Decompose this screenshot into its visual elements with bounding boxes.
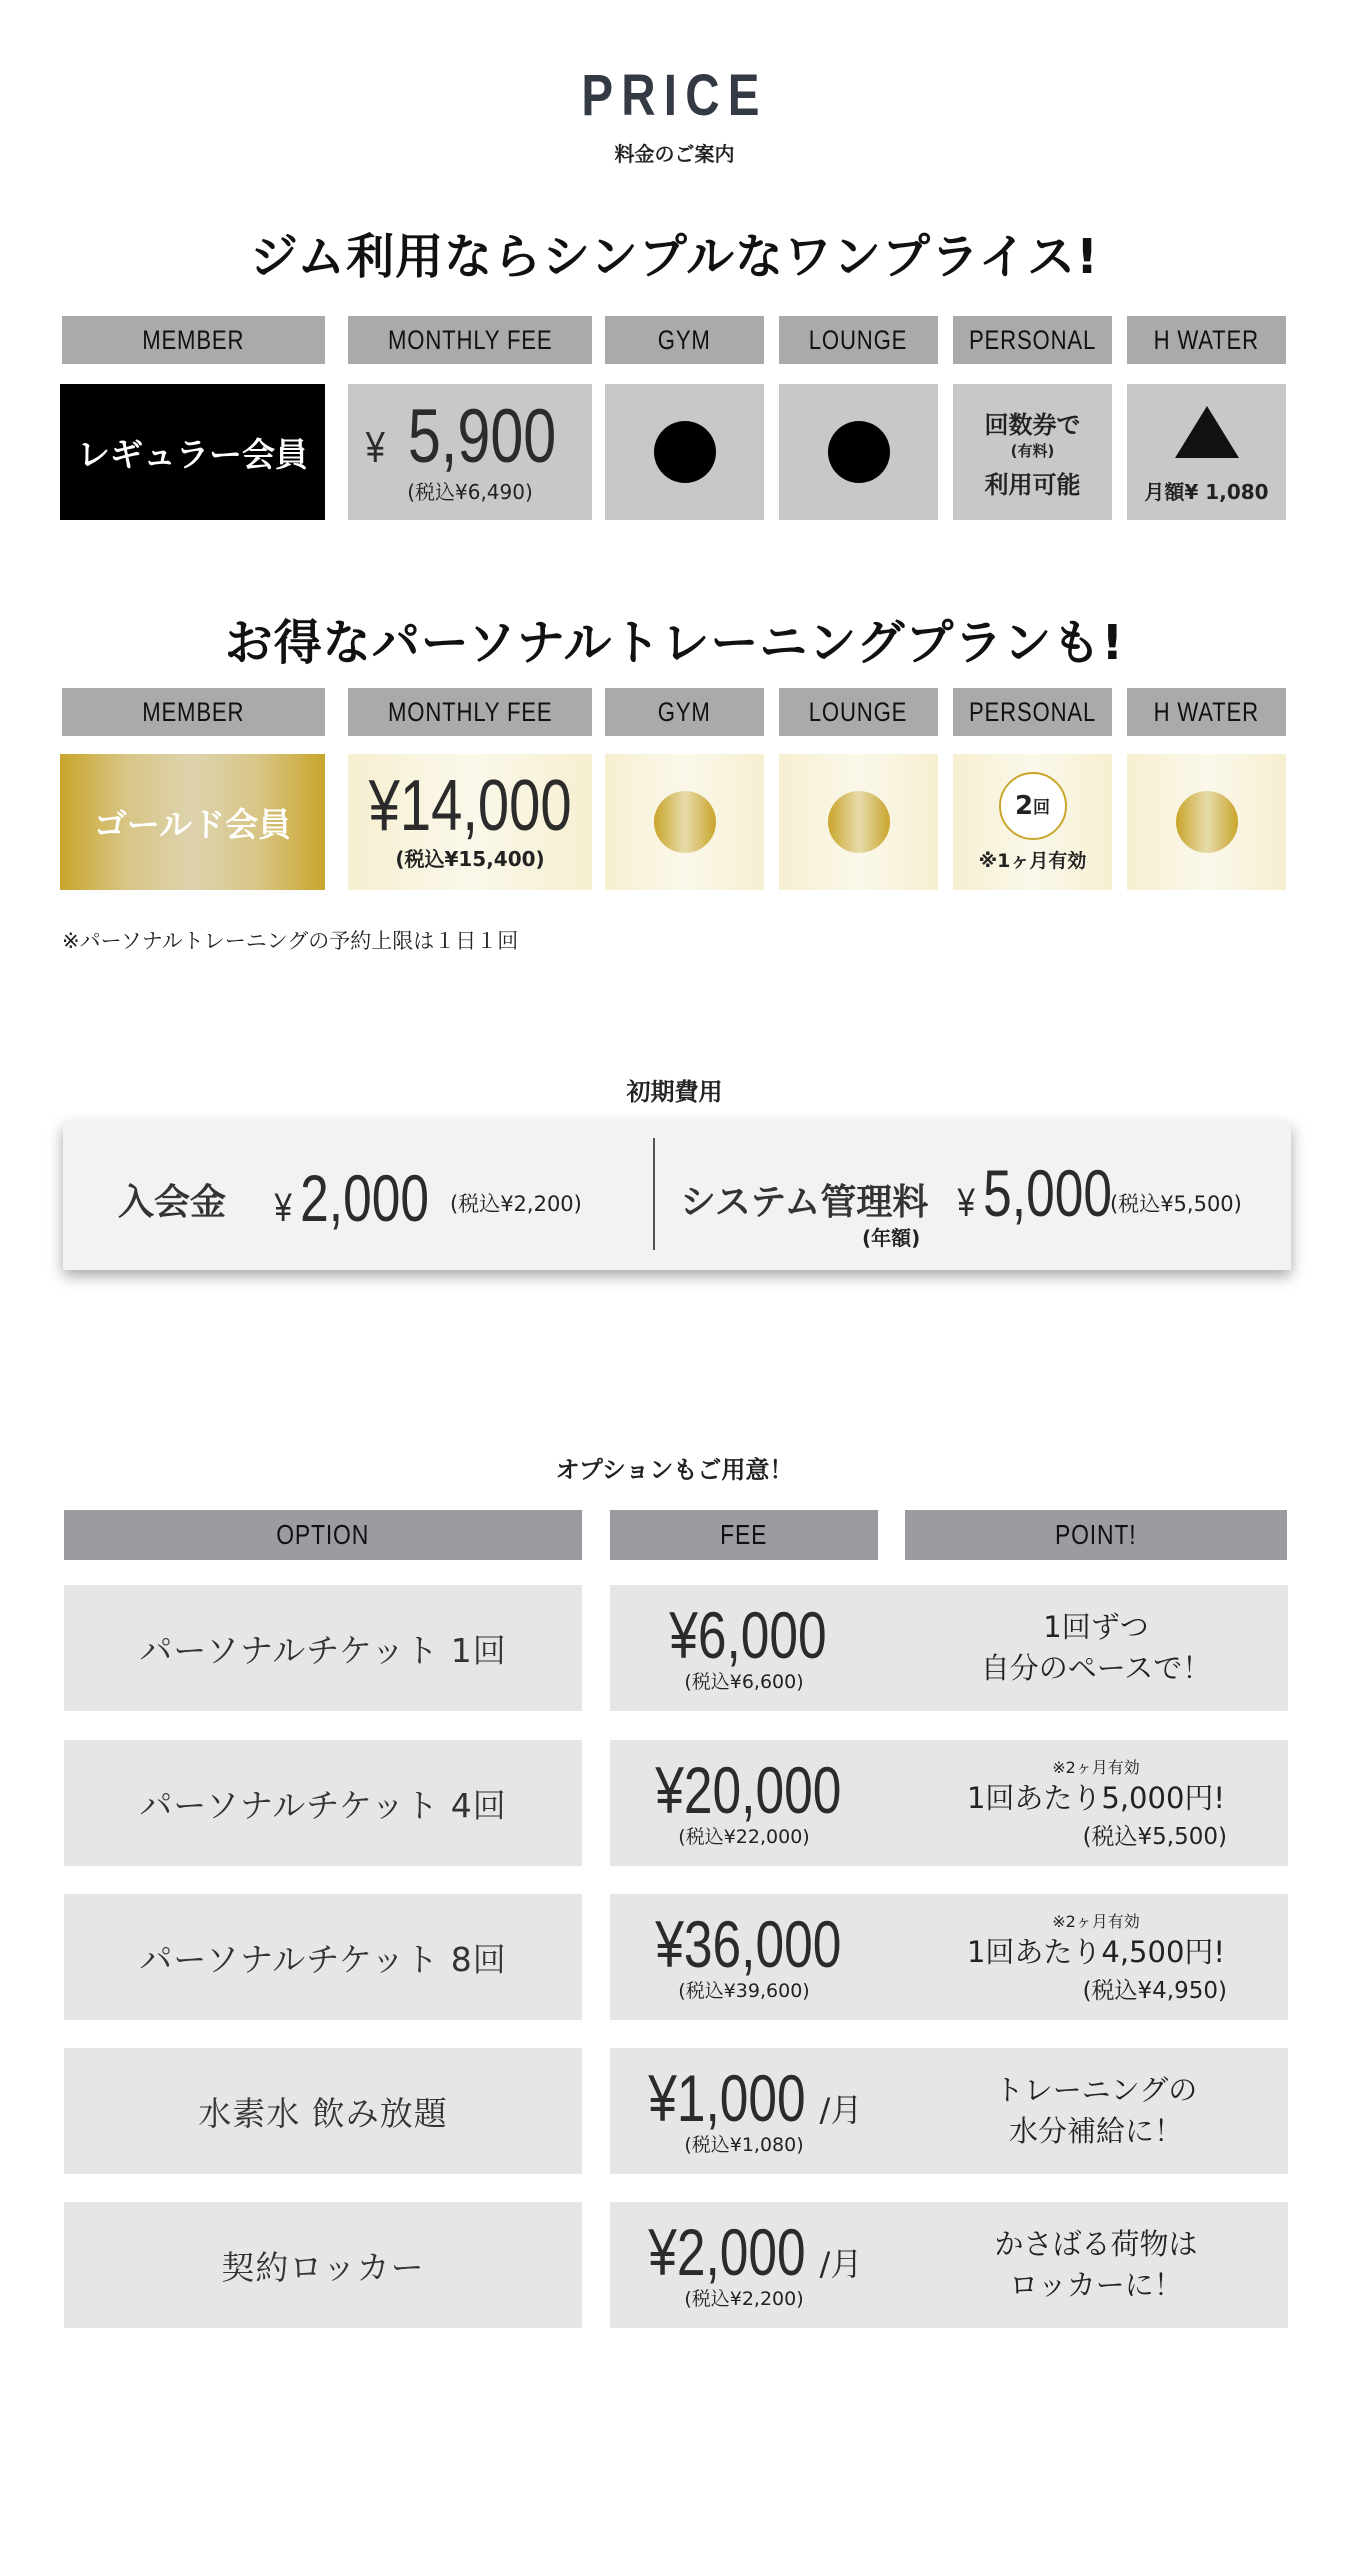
option-fee-tax: (税込¥1,080): [684, 2133, 804, 2156]
regular-fee-tax: (税込¥6,490): [407, 480, 533, 504]
gold-gym-cell: [605, 754, 764, 890]
option-name: 水素水 飲み放題: [198, 2093, 448, 2133]
option-fee-cell: [610, 1894, 878, 2020]
regular-fee-value: 5,900: [408, 394, 557, 479]
gold-fee-value: ¥14,000: [368, 765, 572, 846]
join-fee-label: 入会金: [118, 1182, 227, 1223]
column-header-member: MEMBER: [62, 316, 325, 364]
option-validity-note: ※2ヶ月有効: [1052, 1757, 1140, 1777]
option-fee: ¥2,000: [647, 2214, 806, 2289]
options-heading: オプションもご用意！: [555, 1456, 794, 1484]
option-fee-cell: [610, 2048, 878, 2174]
system-fee-tax: (税込¥5,500): [1110, 1192, 1242, 1216]
option-fee-unit: /月: [819, 2090, 863, 2129]
fee-column-header: FEE: [610, 1510, 878, 1560]
column-header-lounge: LOUNGE: [779, 688, 938, 736]
column-header-gym: GYM: [605, 688, 764, 736]
column-header-lounge: LOUNGE: [779, 316, 938, 364]
page-title: PRICE: [581, 63, 768, 128]
gold-fee-tax: (税込¥15,400): [395, 846, 545, 871]
option-point-line-1: トレーニングの: [994, 2073, 1198, 2108]
option-fee-unit: /月: [819, 2244, 863, 2283]
column-header-monthly-fee: MONTHLY FEE: [348, 316, 592, 364]
option-point-tax: (税込¥5,500): [1082, 1824, 1227, 1851]
option-fee: ¥20,000: [654, 1752, 842, 1827]
included-circle-icon: [828, 791, 890, 853]
option-fee-tax: (税込¥6,600): [684, 1670, 804, 1693]
join-fee-price: ¥ 2,000: [274, 1161, 430, 1235]
option-fee-tax: (税込¥22,000): [678, 1825, 810, 1848]
regular-gym-cell: [605, 384, 764, 520]
system-fee-price: ¥ 5,000: [957, 1156, 1113, 1230]
personal-available-text: 利用可能: [984, 470, 1081, 499]
option-name-cell: [64, 2048, 582, 2174]
option-point-line-1: 1回あたり5,000円!: [966, 1780, 1226, 1815]
initial-fee-divider: [653, 1138, 655, 1250]
option-point-line-2: 自分のペースで！: [980, 1651, 1212, 1685]
column-header-h-water: H WATER: [1127, 688, 1286, 736]
gold-plan-heading: お得なパーソナルトレーニングプランも!: [224, 615, 1125, 671]
option-point-cell: [905, 2048, 1287, 2174]
gold-water-cell: [1127, 754, 1286, 890]
option-column-header: OPTION: [64, 1510, 582, 1560]
option-name: 契約ロッカー: [221, 2247, 425, 2287]
regular-plan-heading: ジム利用ならシンプルなワンプライス!: [250, 229, 1099, 285]
option-point-cell: [905, 1894, 1287, 2020]
personal-limit-note: ※パーソナルトレーニングの予約上限は１日１回: [62, 929, 519, 953]
personal-validity-note: ※1ヶ月有効: [978, 849, 1087, 872]
partial-triangle-icon: [1175, 406, 1239, 458]
option-point-line-2: ロッカーに！: [1009, 2268, 1183, 2302]
included-circle-icon: [828, 421, 890, 483]
option-fee: ¥1,000: [647, 2060, 806, 2135]
option-name-cell: [64, 1894, 582, 2020]
option-point-line-1: 1回あたり4,500円!: [966, 1934, 1226, 1969]
option-point-line-2: 水分補給に！: [1008, 2114, 1183, 2148]
column-header-monthly-fee: MONTHLY FEE: [348, 688, 592, 736]
gold-lounge-cell: [779, 754, 938, 890]
initial-fee-heading: 初期費用: [626, 1078, 723, 1106]
option-point-tax: (税込¥4,950): [1082, 1978, 1227, 2005]
option-fee-cell: [610, 1585, 878, 1711]
personal-count-badge: 2 回: [999, 772, 1067, 840]
option-name: パーソナルチケット 4回: [139, 1785, 507, 1825]
option-point-cell: [905, 2202, 1287, 2328]
gold-personal-cell: [953, 754, 1112, 890]
personal-paid-text: (有料): [1010, 441, 1055, 460]
option-point-cell: [905, 1585, 1287, 1711]
option-point-line-1: 1回ずつ: [1043, 1610, 1149, 1645]
option-fee-cell: [610, 2202, 878, 2328]
column-header-personal: PERSONAL: [953, 688, 1112, 736]
option-name-cell: [64, 1740, 582, 1866]
regular-water-cell: [1127, 384, 1286, 520]
option-point-cell: [905, 1740, 1287, 1866]
personal-ticket-text: 回数券で: [984, 410, 1081, 439]
option-name-cell: [64, 2202, 582, 2328]
system-fee-period: (年額): [862, 1226, 921, 1250]
regular-lounge-cell: [779, 384, 938, 520]
option-fee: ¥6,000: [669, 1597, 827, 1672]
option-fee-cell: [610, 1740, 878, 1866]
water-monthly-price: 月額¥ 1,080: [1144, 479, 1269, 504]
column-header-gym: GYM: [605, 316, 764, 364]
regular-personal-cell: [953, 384, 1112, 520]
regular-fee-yen: ¥: [365, 423, 385, 472]
point-column-header: POINT!: [905, 1510, 1287, 1560]
option-fee-tax: (税込¥39,600): [678, 1979, 810, 2002]
option-validity-note: ※2ヶ月有効: [1052, 1911, 1140, 1931]
option-point-line-1: かさばる荷物は: [994, 2227, 1198, 2262]
option-name: パーソナルチケット 1回: [139, 1630, 507, 1670]
option-fee-tax: (税込¥2,200): [684, 2287, 804, 2310]
page-subtitle: 料金のご案内: [614, 142, 735, 166]
column-header-member: MEMBER: [62, 688, 325, 736]
option-name: パーソナルチケット 8回: [139, 1939, 507, 1979]
system-fee-label: システム管理料: [680, 1182, 929, 1223]
column-header-h-water: H WATER: [1127, 316, 1286, 364]
regular-fee-cell: [348, 384, 592, 520]
column-header-personal: PERSONAL: [953, 316, 1112, 364]
regular-member-cell: レギュラー会員: [60, 384, 325, 520]
gold-fee-cell: [348, 754, 592, 890]
gold-member-cell: ゴールド会員: [60, 754, 325, 890]
option-fee: ¥36,000: [654, 1906, 842, 1981]
option-name-cell: [64, 1585, 582, 1711]
included-circle-icon: [654, 421, 716, 483]
included-circle-icon: [1176, 791, 1238, 853]
included-circle-icon: [654, 791, 716, 853]
join-fee-tax: (税込¥2,200): [450, 1192, 582, 1216]
